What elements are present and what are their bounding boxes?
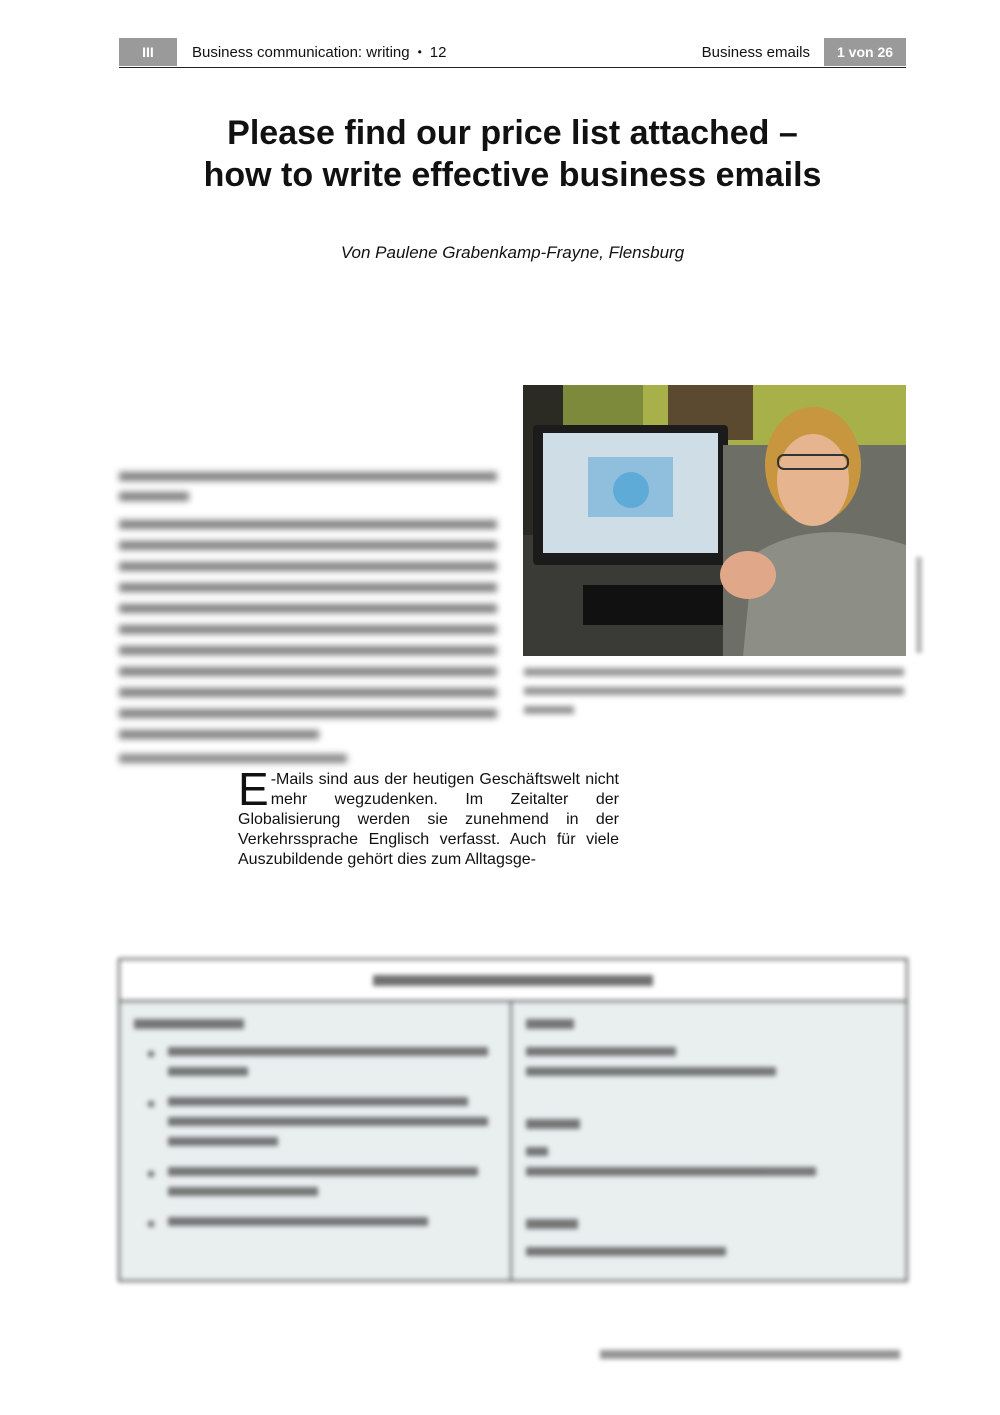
series-title: Business communication: writing (192, 43, 410, 61)
intro-paragraph (119, 385, 619, 868)
section-badge: III (119, 38, 177, 66)
box-right-column (526, 1015, 896, 1275)
topic-title: Business emails (701, 43, 810, 61)
blurred-body-text (115, 462, 515, 762)
author-line: Von Paulene Grabenkamp-Frayne, Flensburg (340, 243, 685, 262)
title-line-1: Please find our price list attached – (227, 114, 798, 152)
bullet-separator: • (417, 45, 422, 59)
intro-text: -Mails sind aus der heutigen Geschäftswelt nicht mehr wegzudenken. Im Zeitalter der Globalisierung werden sie zunehmend in der Verkehrssprache Englisch verfasst. Auch für viele Auszubildende gehört dies zum Alltagsge- (238, 771, 619, 868)
photo-illustration (523, 385, 906, 656)
drop-cap: E (238, 763, 269, 815)
title-line-2: how to write effective business emails (203, 156, 822, 194)
summary-box-header (120, 960, 906, 1002)
box-header-text (373, 973, 653, 987)
header-left (192, 38, 446, 66)
blurred-note-line (115, 748, 355, 772)
page-indicator: 1 von 26 (824, 38, 906, 66)
article-photo (523, 385, 906, 656)
page-footer (590, 1345, 910, 1365)
document-title (100, 112, 925, 196)
summary-box (118, 958, 908, 1282)
box-divider (510, 1002, 512, 1280)
page-header (119, 38, 906, 68)
series-number: 12 (429, 43, 447, 61)
photo-credit (912, 555, 926, 655)
photo-caption (520, 662, 910, 722)
box-left-column (134, 1015, 504, 1275)
